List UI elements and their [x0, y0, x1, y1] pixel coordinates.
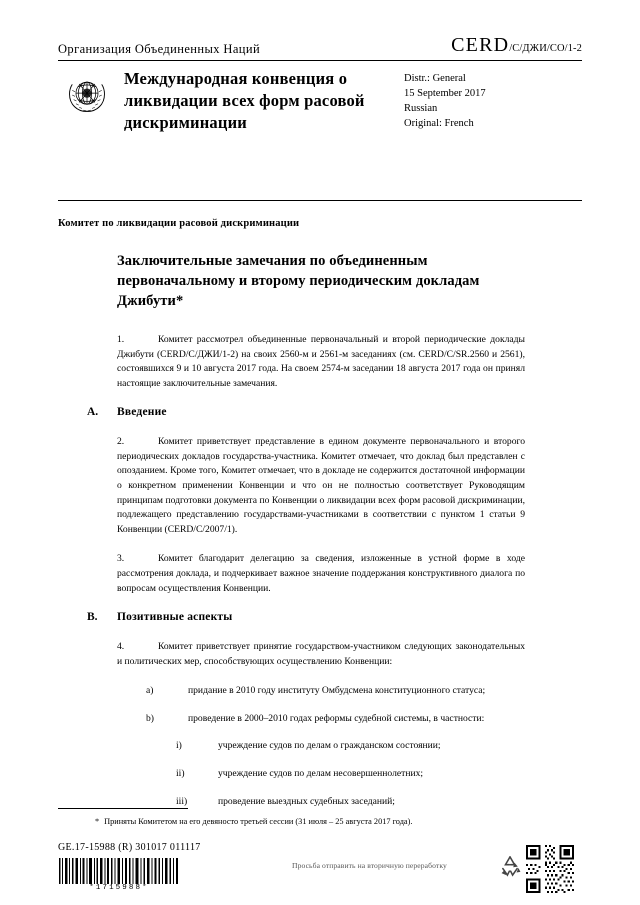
list-item-label: iii)	[176, 795, 188, 807]
section-title: Введение	[117, 406, 167, 419]
list-item	[117, 739, 525, 754]
document-symbol-main: CERD	[451, 34, 510, 56]
section-letter: A.	[87, 406, 99, 419]
footnote-marker: *	[95, 817, 100, 826]
section-heading-b	[58, 611, 582, 623]
page-title: Заключительные замечания по объединенным первоначальному и второму периодическим докладам Джибути*	[117, 253, 480, 309]
paragraph-number: 4.	[117, 641, 125, 653]
footnote-text: Приняты Комитетом на его девяносто третьей сессии (31 июля – 25 августа 2017 года).	[104, 817, 413, 826]
document-symbol-sub: /C/ДЖИ/CO/1-2	[509, 43, 582, 54]
distr-line-language: Russian	[404, 102, 438, 114]
section-heading-a	[58, 406, 582, 418]
distr-line-date: 15 September 2017	[404, 87, 486, 99]
recycle-icon	[497, 853, 523, 879]
list-item-text: придание в 2010 году институту Омбудсмена конституционного статуса;	[188, 685, 486, 697]
masthead	[58, 34, 582, 61]
recycle-note: Просьба отправить на вторичную переработку	[292, 861, 447, 870]
list-item-text: проведение в 2000–2010 годах реформы судебной системы, в частности:	[188, 712, 485, 724]
distr-line-original: Original: French	[404, 117, 474, 129]
list-item-text: учреждение судов по делам несовершеннолетних;	[218, 767, 424, 779]
barcode-text: *1715988*	[89, 884, 149, 892]
un-emblem-icon	[64, 72, 110, 118]
document-content	[58, 218, 582, 822]
paragraph-text: Комитет благодарит делегацию за сведения, изложенные в устной форме в ходе рассмотрения доклада, и подчеркивает важное значение поддержания конструктивного диалога по вопросам осуществления Конвенции.	[117, 553, 525, 594]
qr-code-icon	[524, 843, 576, 895]
paragraph-number: 2.	[117, 436, 125, 448]
document-symbol	[451, 34, 582, 57]
distr-line-general: Distr.: General	[404, 73, 466, 84]
list-item	[117, 684, 525, 699]
list-item-label: a)	[146, 685, 154, 697]
paragraph-number: 3.	[117, 553, 125, 565]
section-title: Позитивные аспекты	[117, 611, 233, 624]
job-number: GE.17-15988 (R) 301017 011117	[58, 842, 201, 853]
footnote	[95, 816, 565, 828]
list-item-label: i)	[176, 740, 182, 752]
list-item	[117, 712, 525, 727]
committee-name: Комитет по ликвидации расовой дискриминации	[58, 218, 300, 229]
paragraph-4	[117, 640, 525, 669]
list-item	[117, 767, 525, 782]
masthead-row	[58, 34, 582, 60]
list-item-text: проведение выездных судебных заседаний;	[218, 795, 395, 807]
distribution-block	[404, 68, 486, 132]
list-item-label: ii)	[176, 767, 185, 779]
paragraph-3	[117, 552, 525, 596]
paragraph-2	[117, 435, 525, 537]
barcode-icon	[58, 858, 180, 884]
organization-name: Организация Объединенных Наций	[58, 42, 261, 56]
paragraph-text: Комитет приветствует представление в едином документе первоначального и второго периодических докладов государства-участника. Комитет отмечает, что доклад был представлен с опозданием. Кроме того, Комитет отмечает, что в докладе не содержится достаточной информации о конкретном применении Конвенции и что он не полностью соответствует Руководящим принципам подготовки документа по Конвенции о ликвидации всех форм расовой дискриминации, подлежащего представлению государствами-участниками в соответствии с пунктом 1 статьи 9 Конвенции (CERD/C/2007/1).	[117, 436, 525, 535]
paragraph-1	[117, 333, 525, 391]
masthead-rule	[58, 60, 582, 61]
list-item-text: учреждение судов по делам о гражданском состоянии;	[218, 740, 441, 752]
convention-title: Международная конвенция о ликвидации всех форм расовой дискриминации	[124, 69, 365, 132]
header-body	[58, 68, 582, 133]
paragraph-number: 1.	[117, 334, 125, 345]
section-letter: B.	[87, 611, 98, 624]
paragraph-text: Комитет рассмотрел объединенные первоначальный и второй периодические доклады Джибути (CERD/C/ДЖИ/1-2) на своих 2560-м и 2561-м заседаниях (см. CERD/C/SR.2560 и 2561), состоявшихся 9 и 10 августа 2017 года. На своем 2574-м заседании 18 августа 2017 года он принял настоящие заключительные замечания.	[117, 334, 525, 389]
paragraph-text: Комитет приветствует принятие государством-участником следующих законодательных и политических мер, способствующих осуществлению Конвенции:	[117, 641, 525, 667]
header-separator-rule	[58, 200, 582, 201]
list-item	[117, 795, 525, 810]
list-item-label: b)	[146, 712, 154, 724]
footnote-separator	[58, 808, 188, 809]
